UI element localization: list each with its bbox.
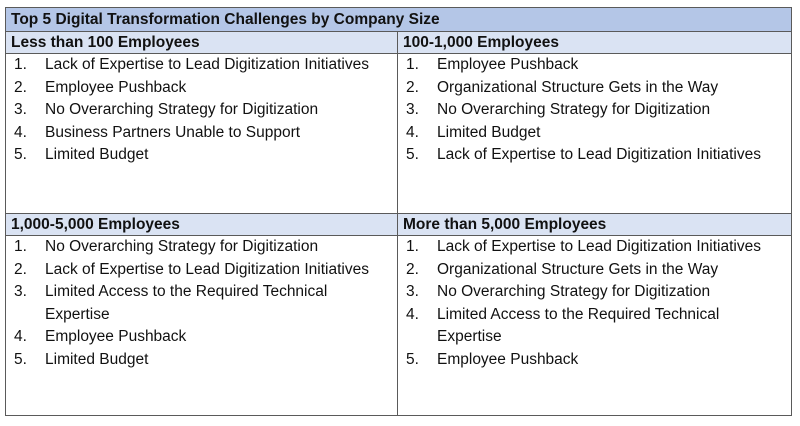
item-text: Limited Budget [45,350,149,368]
challenges-table [5,7,792,416]
item-number: 2. [406,260,419,278]
item-number: 3. [406,283,419,301]
challenge-list [6,54,397,167]
item-text: Lack of Expertise to Lead Digitization Initiatives [45,56,369,73]
item-text: Organizational Structure Gets in the Way [437,260,719,278]
item-number: 5. [406,146,419,164]
item-number: 2. [14,260,27,278]
list-item [398,122,791,145]
item-text: Lack of Expertise to Lead Digitization Initiatives [45,260,369,278]
item-number: 5. [14,146,27,164]
table-grid [6,32,791,415]
item-number: 4. [14,123,27,141]
list-item [6,281,397,326]
section-cell [398,214,791,415]
item-text: No Overarching Strategy for Digitization [45,238,319,255]
item-text: No Overarching Strategy for Digitization [437,101,711,119]
table-title: Top 5 Digital Transformation Challenges by Company Size [6,8,791,32]
item-number: 2. [406,78,419,96]
item-number: 1. [406,56,419,73]
item-number: 4. [406,305,419,323]
item-number: 3. [14,283,27,301]
list-item [6,326,397,349]
list-item [398,54,791,77]
item-number: 5. [406,350,419,368]
list-item [6,259,397,282]
item-text: Organizational Structure Gets in the Way [437,78,719,96]
item-number: 3. [406,101,419,119]
challenge-list [6,236,397,372]
section-heading: More than 5,000 Employees [398,214,791,236]
list-item [6,122,397,145]
item-text: Employee Pushback [437,350,579,368]
item-number: 3. [14,101,27,119]
item-text: No Overarching Strategy for Digitization [45,101,319,119]
list-item [6,54,397,77]
item-number: 1. [14,56,27,73]
item-text: Lack of Expertise to Lead Digitization Initiatives [437,238,761,255]
item-number: 5. [14,350,27,368]
item-number: 1. [406,238,419,255]
list-item [6,144,397,167]
item-text: Lack of Expertise to Lead Digitization Initiatives [437,146,761,164]
section-cell [398,32,791,214]
list-item [398,304,791,349]
list-item [398,236,791,259]
item-number: 4. [406,123,419,141]
item-text: No Overarching Strategy for Digitization [437,283,711,301]
list-item [398,77,791,100]
list-item [6,99,397,122]
list-item [398,259,791,282]
item-text: Limited Budget [45,146,149,164]
section-heading: 1,000-5,000 Employees [6,214,397,236]
item-number: 1. [14,238,27,255]
section-heading: Less than 100 Employees [6,32,397,54]
item-text: Employee Pushback [45,328,187,346]
list-item [6,236,397,259]
challenge-list [398,54,791,167]
item-text: Limited Budget [437,123,541,141]
section-heading: 100-1,000 Employees [398,32,791,54]
section-cell [6,214,398,415]
list-item [398,281,791,304]
list-item [398,349,791,372]
item-number: 4. [14,328,27,346]
item-text: Employee Pushback [45,78,187,96]
list-item [6,349,397,372]
item-text: Employee Pushback [437,56,579,73]
list-item [398,144,791,167]
item-text: Business Partners Unable to Support [45,123,301,141]
item-text: Limited Access to the Required Technical Expertise [45,283,328,323]
section-cell [6,32,398,214]
item-number: 2. [14,78,27,96]
item-text: Limited Access to the Required Technical Expertise [437,305,720,346]
list-item [6,77,397,100]
list-item [398,99,791,122]
challenge-list [398,236,791,372]
